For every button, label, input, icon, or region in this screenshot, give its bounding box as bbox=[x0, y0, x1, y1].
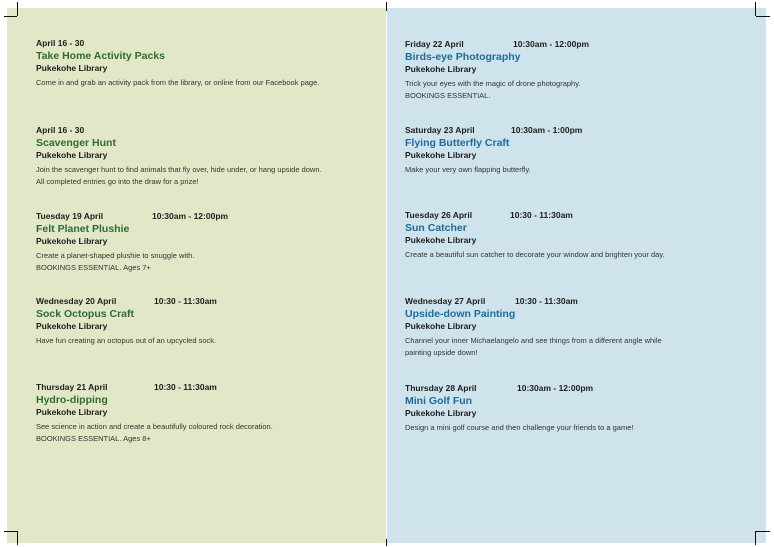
event-item bbox=[405, 39, 730, 102]
crop-mark bbox=[4, 16, 17, 17]
right-panel bbox=[387, 8, 766, 543]
event-description bbox=[405, 422, 730, 434]
event-date: Thursday 28 April bbox=[405, 383, 477, 393]
event-description-line: See science in action and create a beautifully coloured rock decoration. bbox=[36, 422, 273, 431]
event-description bbox=[36, 421, 361, 445]
event-date: Wednesday 20 April bbox=[36, 296, 117, 306]
event-date: Wednesday 27 April bbox=[405, 296, 486, 306]
event-time: 10:30 - 11:30am bbox=[515, 296, 578, 306]
event-time: 10:30 - 11:30am bbox=[154, 382, 217, 392]
crop-mark bbox=[4, 531, 17, 532]
event-description-line: All completed entries go into the draw for a prize! bbox=[36, 177, 199, 186]
event-title: Mini Golf Fun bbox=[405, 395, 473, 407]
event-title: Scavenger Hunt bbox=[36, 137, 116, 149]
event-title: Felt Planet Plushie bbox=[36, 223, 130, 235]
event-description bbox=[36, 77, 361, 89]
event-date: Tuesday 19 April bbox=[36, 211, 104, 221]
event-description-line: Join the scavenger hunt to find animals that fly over, hide under, or hang upside down. bbox=[36, 165, 322, 174]
event-description-line: Create a beautiful sun catcher to decorate your window and brighten your day. bbox=[405, 250, 665, 259]
event-venue: Pukekohe Library bbox=[36, 321, 108, 331]
event-description-line: painting upside down! bbox=[405, 348, 478, 357]
event-venue: Pukekohe Library bbox=[405, 235, 477, 245]
event-venue: Pukekohe Library bbox=[36, 236, 108, 246]
event-venue: Pukekohe Library bbox=[405, 150, 477, 160]
crop-mark bbox=[386, 2, 387, 11]
event-date: Tuesday 26 April bbox=[405, 210, 473, 220]
event-item bbox=[405, 125, 730, 176]
crop-mark bbox=[756, 531, 770, 532]
event-time: 10:30am - 1:00pm bbox=[511, 125, 583, 135]
event-venue: Pukekohe Library bbox=[405, 408, 477, 418]
event-description bbox=[36, 250, 361, 274]
crop-mark bbox=[386, 539, 387, 546]
crop-mark bbox=[17, 2, 18, 16]
event-item bbox=[405, 210, 730, 261]
event-description bbox=[405, 164, 730, 176]
event-description-line: BOOKINGS ESSENTIAL. bbox=[405, 91, 491, 100]
event-time: 10:30am - 12:00pm bbox=[517, 383, 594, 393]
event-title: Flying Butterfly Craft bbox=[405, 137, 510, 149]
event-time: 10:30 - 11:30am bbox=[154, 296, 217, 306]
event-venue: Pukekohe Library bbox=[36, 407, 108, 417]
event-description-line: Channel your inner Michaelangelo and see things from a different angle while bbox=[405, 336, 662, 345]
event-title: Take Home Activity Packs bbox=[36, 50, 165, 62]
left-panel bbox=[7, 8, 386, 543]
event-item bbox=[36, 38, 361, 89]
event-description-line: Trick your eyes with the magic of drone photography. bbox=[405, 79, 581, 88]
event-item bbox=[36, 125, 361, 188]
event-venue: Pukekohe Library bbox=[405, 321, 477, 331]
crop-mark bbox=[17, 531, 18, 545]
event-description bbox=[36, 164, 361, 188]
event-date: Thursday 21 April bbox=[36, 382, 108, 392]
event-title: Birds-eye Photography bbox=[405, 51, 521, 63]
event-description bbox=[405, 335, 730, 359]
event-description bbox=[36, 335, 361, 347]
event-item bbox=[405, 383, 730, 434]
event-description-line: Have fun creating an octopus out of an upcycled sock. bbox=[36, 336, 217, 345]
event-item bbox=[36, 296, 361, 347]
event-date: April 16 - 30 bbox=[36, 38, 85, 48]
event-title: Upside-down Painting bbox=[405, 308, 516, 320]
event-item bbox=[36, 211, 361, 274]
event-venue: Pukekohe Library bbox=[36, 150, 108, 160]
event-description-line: Design a mini golf course and then challenge your friends to a game! bbox=[405, 423, 634, 432]
event-time: 10:30am - 12:00pm bbox=[152, 211, 229, 221]
event-venue: Pukekohe Library bbox=[405, 64, 477, 74]
event-date: Friday 22 April bbox=[405, 39, 464, 49]
event-item bbox=[36, 382, 361, 445]
event-venue: Pukekohe Library bbox=[36, 63, 108, 73]
event-description bbox=[405, 249, 730, 261]
event-date: April 16 - 30 bbox=[36, 125, 85, 135]
event-description-line: BOOKINGS ESSENTIAL. Ages 8+ bbox=[36, 434, 151, 443]
event-description-line: Come in and grab an activity pack from the library, or online from our Facebook page. bbox=[36, 78, 320, 87]
event-description-line: BOOKINGS ESSENTIAL. Ages 7+ bbox=[36, 263, 151, 272]
event-description-line: Create a planet-shaped plushie to snuggle with. bbox=[36, 251, 195, 260]
event-description bbox=[405, 78, 730, 102]
crop-mark bbox=[756, 16, 770, 17]
event-title: Hydro-dipping bbox=[36, 394, 108, 406]
crop-mark bbox=[755, 531, 756, 545]
event-time: 10:30am - 12:00pm bbox=[513, 39, 590, 49]
event-title: Sock Octopus Craft bbox=[36, 308, 135, 320]
event-title: Sun Catcher bbox=[405, 222, 467, 234]
event-item bbox=[405, 296, 730, 359]
event-time: 10:30 - 11:30am bbox=[510, 210, 573, 220]
event-date: Saturday 23 April bbox=[405, 125, 475, 135]
crop-mark bbox=[755, 2, 756, 16]
event-description-line: Make your very own flapping butterfly. bbox=[405, 165, 531, 174]
